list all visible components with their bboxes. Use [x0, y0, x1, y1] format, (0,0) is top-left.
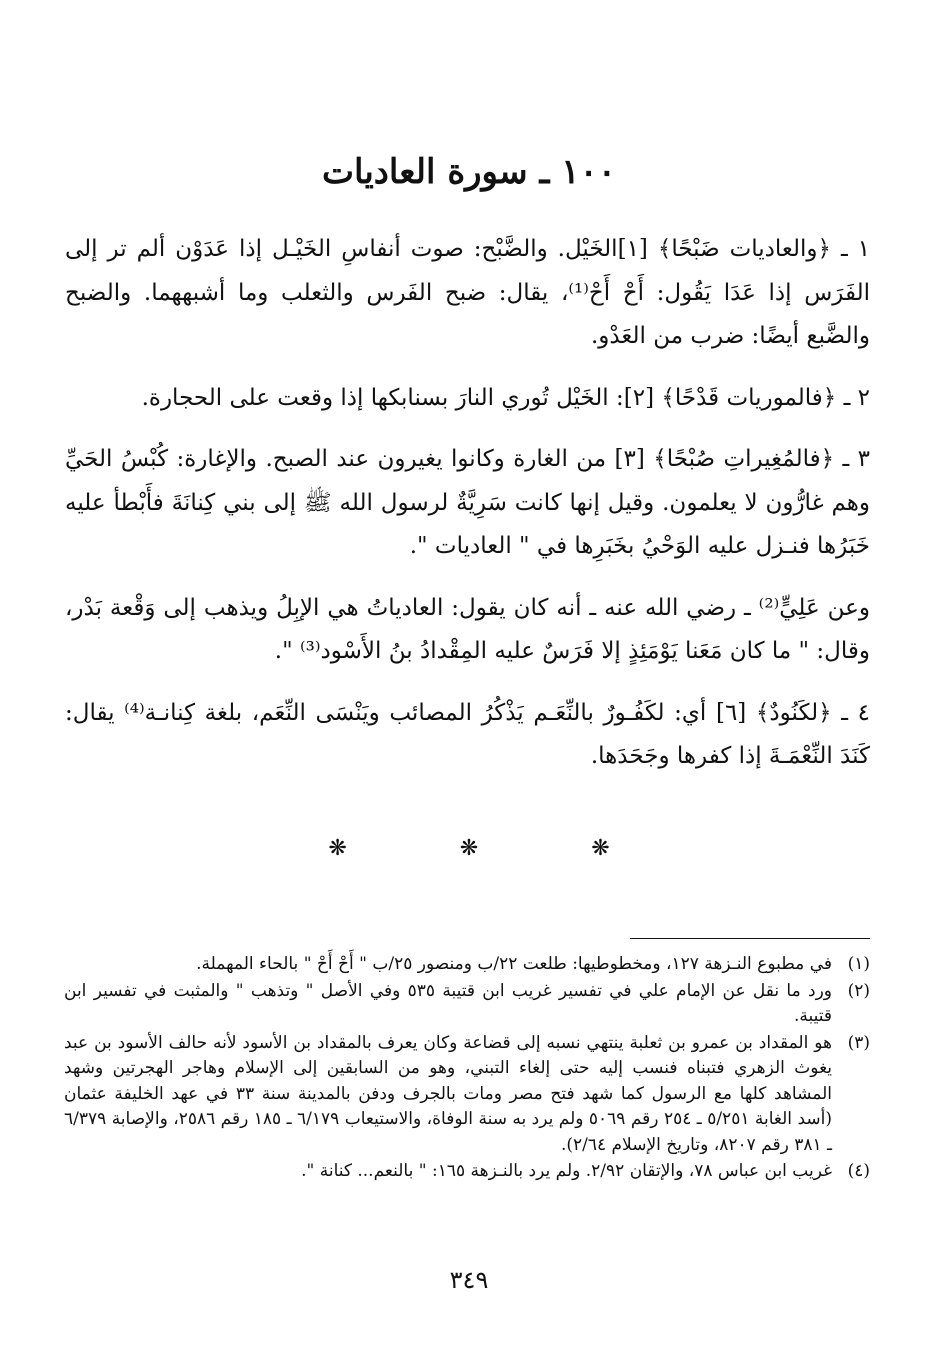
footnote-number: (٢): [847, 980, 870, 1001]
footnote-text: ورد ما نقل عن الإمام علي في تفسير غريب ابن قتيبة ٥٣٥ وفي الأصل " وتذهب " والمثبت في تفسير ابن قتيبة.: [64, 980, 833, 1026]
paragraph-verse-6: ٤ ـ ﴿لكَنُودٌ﴾ [٦] أي: لكَفُـورٌ بالنِّعَـم يَذْكُرُ المصائب ويَنْسَى النِّعَم، بلغة كِنانـة⁽⁴⁾ يقال: كَنَدَ النِّعْمَـةَ إذا كفرها وجَحَدَها.: [65, 699, 870, 769]
separator-star-icon: ❋: [459, 836, 479, 861]
footnote: [64, 1159, 870, 1185]
footnote-rule: [630, 938, 870, 939]
paragraph-ali-narration: وعن عَلِيٍّ⁽²⁾ ـ رضي الله عنه ـ أنه كان يقول: العادياتُ هي الإبِلُ ويذهب إلى وَقْعة بَدْر، وقال: " ما كان مَعَنا يَوْمَئِذٍ إلا فَرَسٌ عليه المِقْدادُ بنُ الأَسْود⁽³⁾ ".: [65, 594, 870, 664]
paragraph-verse-3: ٣ ـ ﴿فالمُغِيراتِ صُبْحًا﴾ [٣] من الغارة وكانوا يغيرون عند الصبح. والإغارة: كُبْسُ الحَيِّ وهم غارُّون لا يعلمون. وقيل إنها كانت سَرِيَّةٌ لرسول الله ﷺ إلى بني كِنانَةَ فأَبْطأ عليه خَبَرُها فنـزل عليه الوَحْيُ بخَبَرِها في " العاديات ".: [65, 446, 870, 559]
commentary-body: [65, 228, 870, 797]
footnote-text: هو المقداد بن عمرو بن ثعلبة ينتهي نسبه إلى قضاعة وكان يعرف بالمقداد بن الأسود لأنه حالف الأسود بن عبد يغوث الزهري فتبناه فنسب إليه حتى إلغاء التبني، وهو من السابقين إلى الإسلام وهاجر الهجرتين وشهد المشاهد كلها مع الرسول كما شهد فتح مصر ومات بالجرف ودفن بالمدينة سنة ٣٣ في عهد الخليفة عثمان (أسد الغابة ٥/٢٥١ ـ ٢٥٤ رقم ٥٠٦٩ ولم يرد به سنة الوفاة، والاستيعاب ٦/١٧٩ ـ ١٨٥ رقم ٢٥٨٦، والإصابة ٦/٣٧٩ ـ ٣٨١ رقم ٨٢٠٧، وتاريخ الإسلام ٢/٦٤).: [64, 1032, 832, 1155]
footnote-number: (٣): [847, 1032, 870, 1053]
section-separator: [0, 836, 938, 861]
footnote: [64, 979, 870, 1030]
separator-star-icon: ❋: [591, 836, 610, 861]
footnote-number: (٤): [847, 1161, 870, 1181]
footnote-text: في مطبوع النـزهة ١٢٧، ومخطوطيها: طلعت ٢٢/ب ومنصور ٢٥/ب " أَحْ أَحْ " بالحاء المهملة.: [196, 954, 832, 974]
footnotes: [64, 952, 870, 1186]
footnote: [64, 952, 870, 978]
separator-star-icon: ❋: [328, 836, 347, 861]
footnote-number: (١): [847, 954, 870, 974]
footnote: [64, 1031, 870, 1159]
footnote-text: غريب ابن عباس ٧٨، والإتقان ٢/٩٢. ولم يرد بالنـزهة ١٦٥: " بالنعم... كنانة ".: [301, 1161, 832, 1181]
surah-title: ١٠٠ ـ سورة العاديات: [321, 152, 617, 192]
page-number: ٣٤٩: [449, 1266, 489, 1294]
paragraph-verse-2: ٢ ـ ﴿فالموريات قَدْحًا﴾ [٢]: الخَيْل تُوري النارَ بسنابكها إذا وقعت على الحجارة.: [141, 384, 870, 411]
paragraph-verse-1: ١ ـ ﴿والعاديات ضَبْحًا﴾ [١]الخَيْل. والضَّبْح: صوت أنفاسِ الخَيْـل إذا عَدَوْن ألم تر إلى الفَرَس إذا عَدَا يَقُول: أَحْ أَحْ⁽¹⁾، يقال: ضبح الفَرس والثعلب وما أشبههما. والضبح والضَّبع أيضًا: ضرب من العَدْو.: [65, 236, 870, 349]
